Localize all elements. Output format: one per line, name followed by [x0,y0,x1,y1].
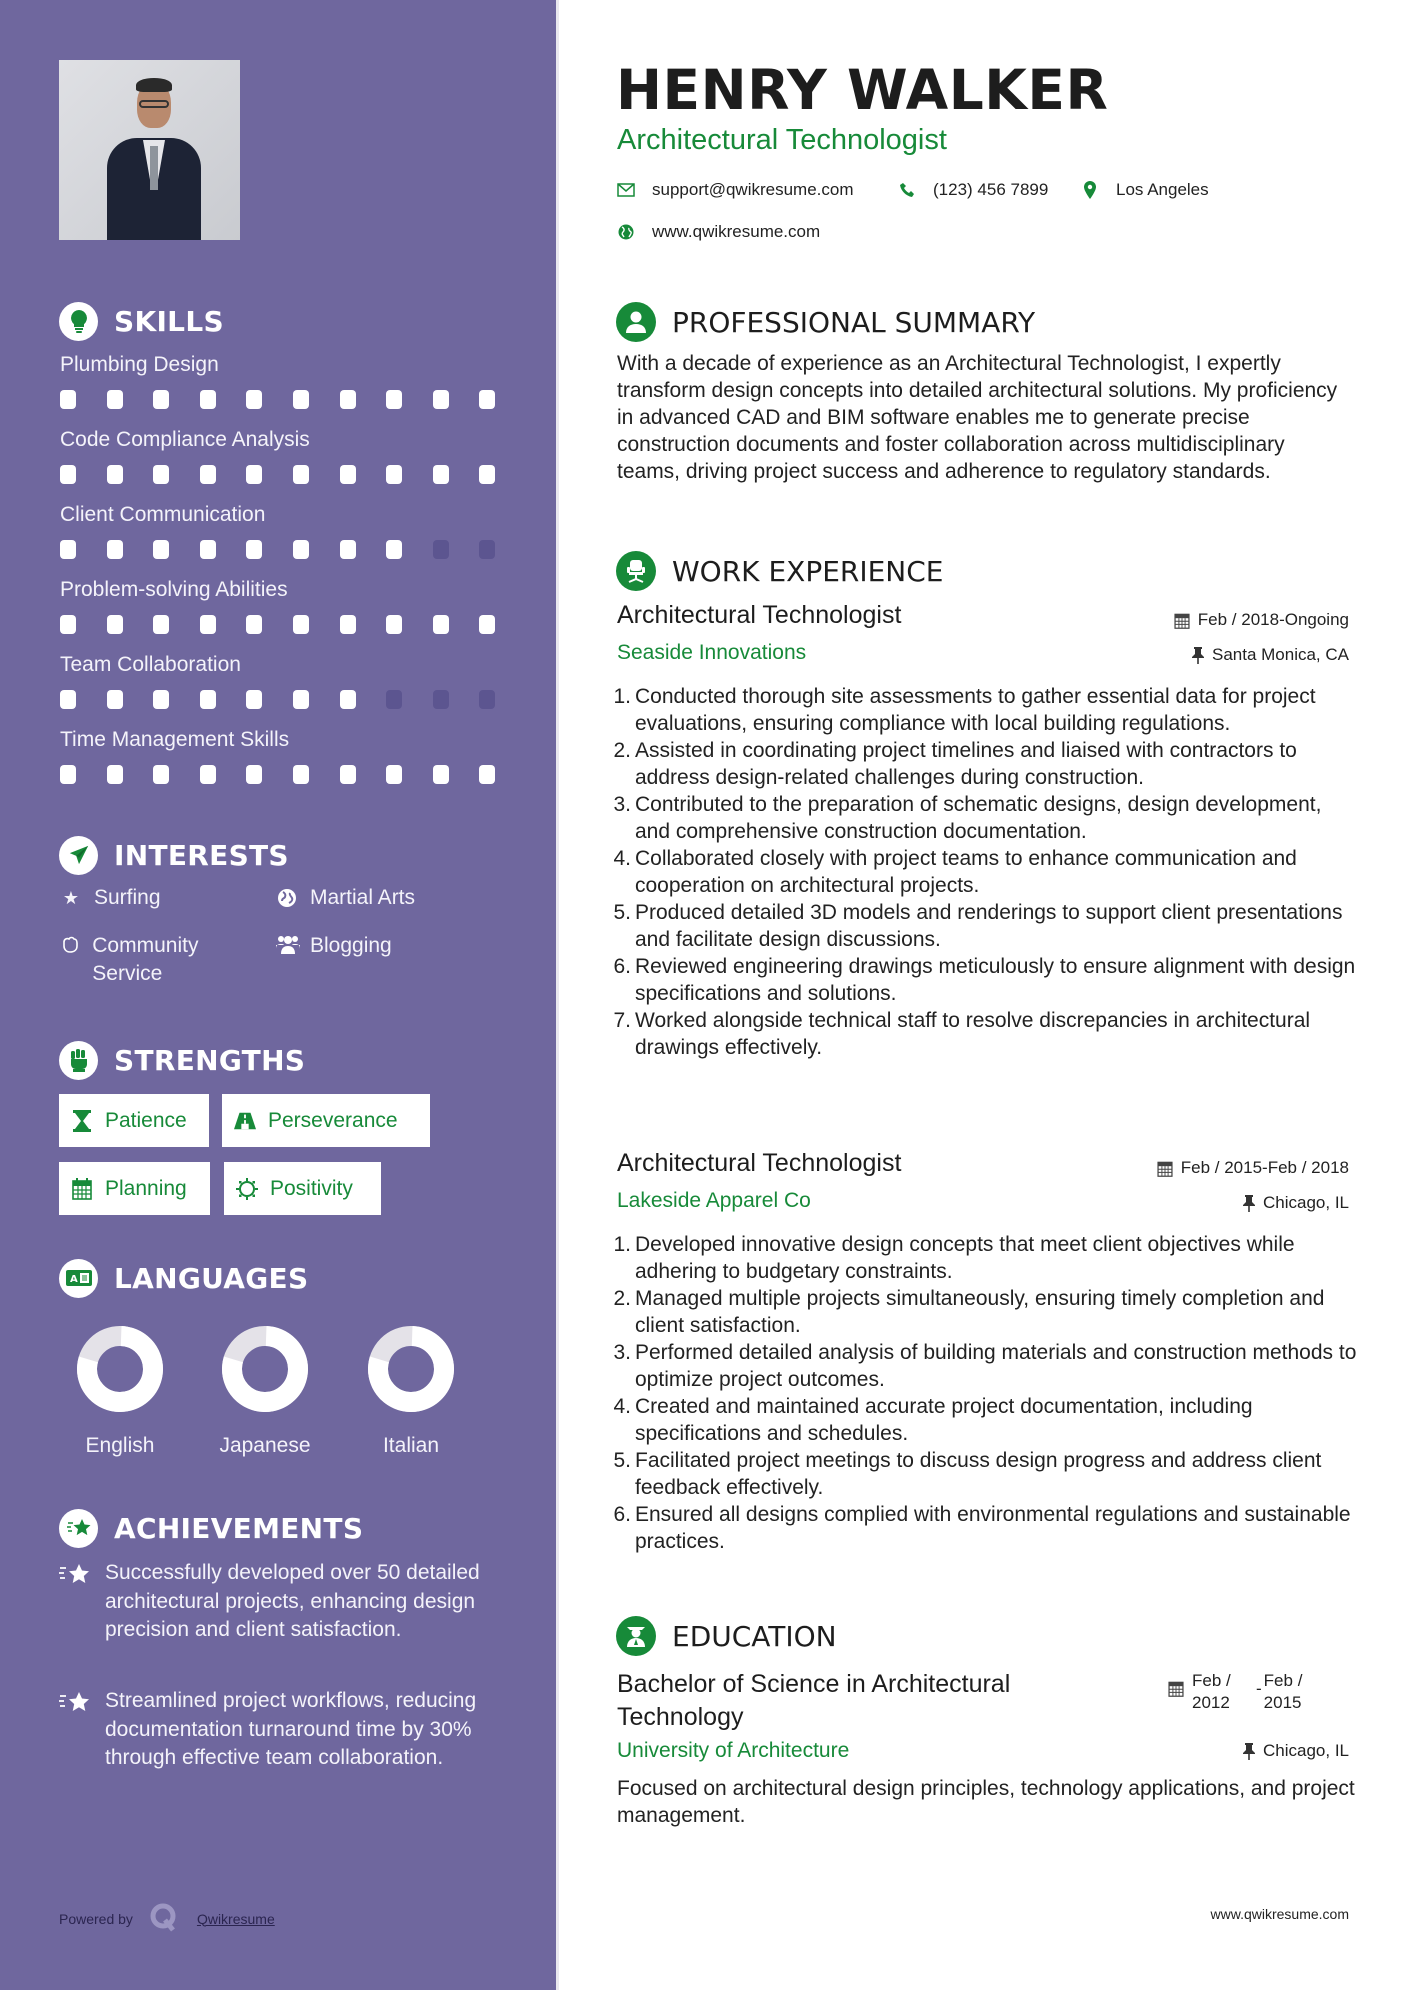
rating-dot-filled [433,390,449,409]
rating-dot-empty [433,690,449,709]
interest-item: Community Service [60,932,260,988]
bullet-item: 4. Created and maintained accurate project documentation, including specifications and schedules. [613,1395,1253,1445]
road-icon [234,1112,256,1130]
interest-item: ★ Surfing [60,884,161,912]
skill-label: Plumbing Design [60,353,219,376]
rating-dot-filled [153,765,169,784]
rating-dot-filled [340,465,356,484]
calendar-icon [1168,1670,1184,1714]
rating-dot-filled [200,690,216,709]
paper-plane-icon [59,836,98,875]
rating-dot-filled [200,540,216,559]
calendar-icon [71,1178,93,1200]
contact-email[interactable]: support@qwikresume.com [617,180,854,200]
rating-dot-filled [200,390,216,409]
rating-dot-filled [153,540,169,559]
rating-dot-filled [386,465,402,484]
rating-dot-filled [60,390,76,409]
rating-dot-filled [479,390,495,409]
rating-dot-filled [246,540,262,559]
profile-photo [59,60,240,240]
bullet-item: 6. Ensured all designs complied with environmental regulations and sustainable practices. [613,1503,1351,1553]
pushpin-icon [1243,1743,1255,1760]
language-item: Japanese [205,1326,325,1458]
bullet-item: 2. Managed multiple projects simultaneously, ensuring timely completion and client satisfaction. [613,1287,1325,1337]
rating-dot-filled [386,765,402,784]
skill-rating [60,390,500,408]
powered-by: Powered by Qwikresume [59,1902,275,1935]
rating-dot-filled [340,540,356,559]
rating-dot-filled [60,690,76,709]
rating-dot-filled [293,690,309,709]
job-location: Chicago, IL [1243,1193,1349,1213]
strengths-heading: STRENGTHS [59,1040,305,1080]
phone-icon [898,183,916,197]
shooting-star-icon [59,1687,93,1773]
language-item: English [60,1326,180,1458]
rating-dot-filled [60,465,76,484]
bullet-item: 2. Assisted in coordinating project timelines and liaised with contractors to address design-related challenges during construction. [613,739,1297,789]
rating-dot-filled [107,390,123,409]
bullet-item: 5. Facilitated project meetings to discuss design progress and address client feedback effectively. [613,1449,1322,1499]
bullet-item: 1. Conducted thorough site assessments to gather essential data for project evaluations, ensuring compliance with local building regulations. [613,685,1316,735]
contact-website[interactable]: www.qwikresume.com [617,222,820,242]
bullet-item: 4. Collaborated closely with project teams to enhance communication and cooperation on architectural projects. [613,847,1297,897]
language-donut [77,1326,163,1412]
education-location: Chicago, IL [1243,1741,1349,1761]
interest-item: Martial Arts [276,884,415,916]
rating-dot-empty [433,540,449,559]
rating-dot-filled [107,690,123,709]
strength-badge: Patience [59,1094,209,1147]
skill-label: Code Compliance Analysis [60,428,310,451]
candidate-name: HENRY WALKER [616,58,1109,122]
bullet-item: 7. Worked alongside technical staff to resolve discrepancies in architectural drawings effectively. [613,1009,1311,1059]
rating-dot-filled [433,615,449,634]
interest-item: Blogging [276,932,392,964]
strength-badge: Perseverance [222,1094,430,1147]
map-marker-icon [1081,181,1099,199]
interests-heading: INTERESTS [59,835,289,875]
bullet-item: 3. Contributed to the preparation of schematic designs, design development, and comprehensive construction documentation. [613,793,1322,843]
job-bullets [608,683,1360,1061]
skill-rating [60,615,500,633]
globe-icon [617,224,635,240]
calendar-icon [1174,612,1190,629]
bullet-item: 5. Produced detailed 3D models and renderings to support client presentations and facilitate design discussions. [613,901,1343,951]
education-heading: EDUCATION [616,1615,837,1657]
rating-dot-filled [479,465,495,484]
sidebar [0,0,556,1990]
language-icon [59,1259,98,1298]
star-icon: ★ [62,888,80,908]
svg-text:A: A [69,1274,78,1285]
rating-dot-filled [386,615,402,634]
footer-website-link[interactable]: www.qwikresume.com [1210,1906,1349,1922]
degree-title: Bachelor of Science in Architectural Technology [617,1670,1011,1731]
calendar-icon [1157,1160,1173,1177]
language-donut [368,1326,454,1412]
globe-icon [276,884,298,916]
rating-dot-filled [60,615,76,634]
rating-dot-filled [200,615,216,634]
rating-dot-filled [107,540,123,559]
skill-rating [60,690,500,708]
job-bullets [608,1231,1360,1555]
rating-dot-filled [200,465,216,484]
pushpin-icon [1243,1195,1255,1212]
bullet-item: 1. Developed innovative design concepts that meet client objectives while adhering to budgetary constraints. [613,1233,1295,1283]
rating-dot-filled [246,615,262,634]
achievement-item: Streamlined project workflows, reducing documentation turnaround time by 30% through effective team collaboration. [59,1687,499,1773]
shooting-star-icon [59,1559,93,1645]
sun-icon [236,1178,258,1200]
education-description: Focused on architectural design principles, technology applications, and project management. [617,1777,1355,1827]
rating-dot-filled [153,690,169,709]
rating-dot-empty [479,540,495,559]
rating-dot-filled [293,615,309,634]
experience-heading: WORK EXPERIENCE [616,550,943,592]
rating-dot-filled [433,765,449,784]
rating-dot-filled [153,465,169,484]
languages-heading: A LANGUAGES [59,1258,308,1298]
rating-dot-filled [386,390,402,409]
contact-phone[interactable]: (123) 456 7899 [898,180,1048,200]
column-divider [556,0,559,1990]
office-chair-icon [616,551,656,591]
rating-dot-filled [107,765,123,784]
rating-dot-empty [386,690,402,709]
school-name: University of Architecture [617,1739,850,1762]
contact-location: Los Angeles [1081,180,1209,200]
rating-dot-filled [107,465,123,484]
rating-dot-filled [246,765,262,784]
job-dates: Feb / 2015-Feb / 2018 [1157,1158,1349,1178]
rating-dot-filled [60,765,76,784]
job-dates: Feb / 2018-Ongoing [1174,610,1349,630]
rating-dot-filled [200,765,216,784]
strength-badge: Positivity [224,1162,381,1215]
bullet-item: 6. Reviewed engineering drawings meticulously to ensure alignment with design specifications and solutions. [613,955,1356,1005]
hand-icon [60,932,80,988]
skill-label: Team Collaboration [60,653,241,676]
hourglass-icon [71,1110,93,1132]
qwikresume-link[interactable]: Qwikresume [196,1910,275,1927]
rating-dot-filled [153,390,169,409]
shooting-star-icon [59,1509,98,1548]
job-location: Santa Monica, CA [1192,645,1349,665]
rating-dot-filled [293,465,309,484]
rating-dot-filled [340,690,356,709]
skill-label: Time Management Skills [60,728,290,751]
rating-dot-filled [293,540,309,559]
rating-dot-filled [386,540,402,559]
language-donut [222,1326,308,1412]
skill-label: Problem-solving Abilities [60,578,288,601]
fist-icon [59,1041,98,1080]
skill-rating [60,765,500,783]
qwikresume-logo-icon [149,1902,177,1935]
company-name: Seaside Innovations [617,641,807,664]
rating-dot-filled [107,615,123,634]
achievement-item: Successfully developed over 50 detailed architectural projects, enhancing design precision and client satisfaction. [59,1559,499,1645]
rating-dot-filled [479,765,495,784]
rating-dot-filled [246,390,262,409]
company-name: Lakeside Apparel Co [617,1189,811,1212]
rating-dot-filled [246,465,262,484]
skill-label: Client Communication [60,503,266,526]
rating-dot-filled [60,540,76,559]
education-dates: Feb / 2012 - Feb / 2015 [1168,1670,1302,1714]
rating-dot-filled [479,615,495,634]
envelope-icon [617,183,635,197]
summary-text: With a decade of experience as an Architectural Technologist, I expertly transform design concepts into detailed architectural solutions. My proficiency in advanced CAD and BIM software enables me to generate precise construction documents and foster collaboration across multidisciplinary teams, driving project success and adherence to regulatory standards. [617,352,1338,483]
candidate-title: Architectural Technologist [617,124,947,156]
rating-dot-filled [433,465,449,484]
graduate-icon [616,1616,656,1656]
skill-rating [60,540,500,558]
rating-dot-filled [340,765,356,784]
bullet-item: 3. Performed detailed analysis of building materials and construction methods to optimize project outcomes. [613,1341,1357,1391]
summary-heading: PROFESSIONAL SUMMARY [616,301,1035,343]
language-item: Italian [351,1326,471,1458]
job-title: Architectural Technologist [617,601,902,629]
job-title: Architectural Technologist [617,1149,902,1177]
user-icon [616,302,656,342]
achievements-heading: ACHIEVEMENTS [59,1508,363,1548]
strength-badge: Planning [59,1162,210,1215]
rating-dot-empty [479,690,495,709]
rating-dot-filled [293,390,309,409]
rating-dot-filled [293,765,309,784]
rating-dot-filled [153,615,169,634]
rating-dot-filled [340,615,356,634]
skills-heading: SKILLS [59,301,224,341]
users-icon [276,932,298,964]
rating-dot-filled [246,690,262,709]
lightbulb-icon [59,302,98,341]
rating-dot-filled [340,390,356,409]
pushpin-icon [1192,647,1204,664]
skill-rating [60,465,500,483]
